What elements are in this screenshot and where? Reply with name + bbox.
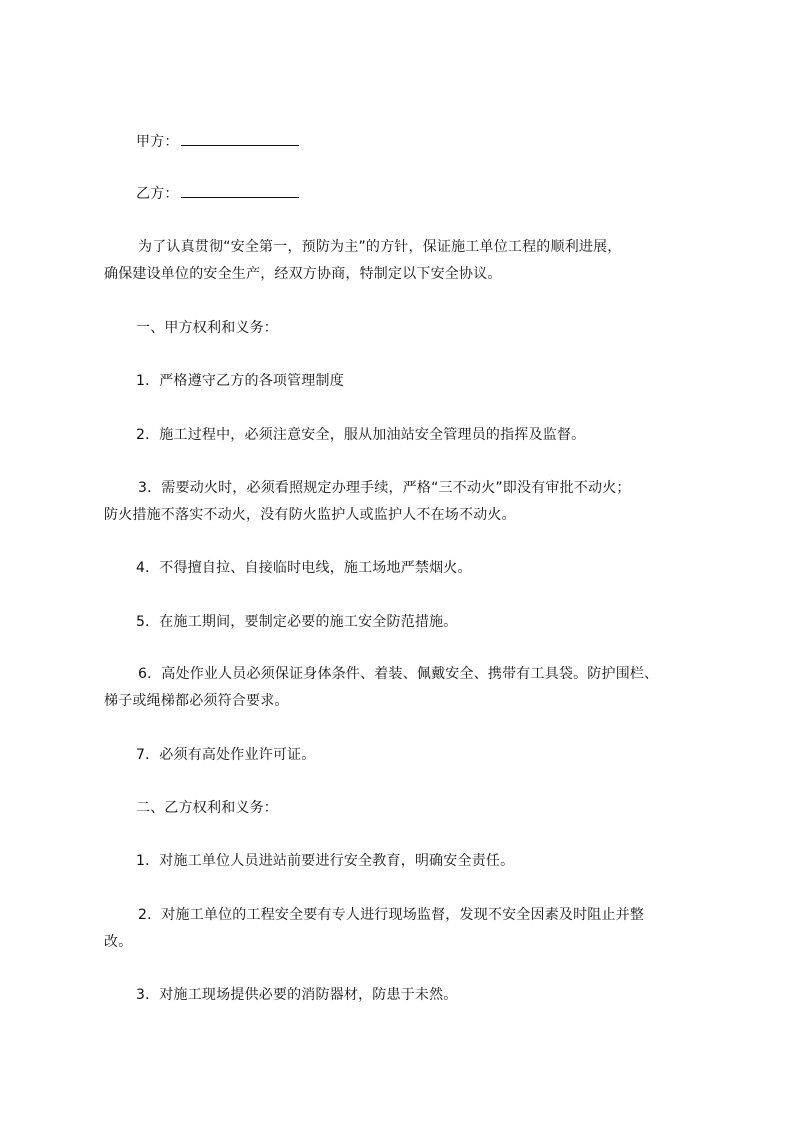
section-a-item-2: 2．施工过程中，必须注意安全，服从加油站安全管理员的指挥及监督。 [136,427,586,443]
section-b-item-1: 1．对施工单位人员进站前要进行安全教育，明确安全责任。 [136,853,515,869]
party-a-blank [181,131,299,146]
section-b-item-3: 3．对施工现场提供必要的消防器材，防患于未然。 [136,987,458,1003]
party-b-label: 乙方： [136,186,179,202]
section-a-item-3-line-1: 3．需要动火时，必须看照规定办理手续，严格“三不动火”即没有审批不动火； [138,480,631,496]
section-a-item-1: 1．严格遵守乙方的各项管理制度 [136,373,344,389]
section-b-heading: 二、乙方权利和义务： [136,800,278,816]
section-a-item-7: 7．必须有高处作业许可证。 [136,747,316,763]
section-a-item-6-line-1: 6．高处作业人员必须保证身体条件、着装、佩戴安全、携带有工具袋。防护围栏、 [138,666,659,682]
section-b-item-2-line-2: 改。 [104,934,133,950]
section-a-item-4: 4．不得擅自拉、自接临时电线，施工场地严禁烟火。 [136,560,472,576]
party-a-label: 甲方： [136,134,179,150]
section-a-item-3-line-2: 防火措施不落实不动火，没有防火监护人或监护人不在场不动火。 [104,507,516,523]
intro-line-2: 确保建设单位的安全生产，经双方协商，特制定以下安全协议。 [104,266,502,282]
section-a-item-6-line-2: 梯子或绳梯都必须符合要求。 [104,693,289,709]
intro-line-1: 为了认真贯彻“安全第一，预防为主”的方针，保证施工单位工程的顺利进展， [138,239,622,255]
party-a-line [136,131,299,152]
section-a-heading: 一、甲方权利和义务： [136,320,278,336]
section-a-item-5: 5．在施工期间，要制定必要的施工安全防范措施。 [136,614,458,630]
party-b-line [136,183,299,204]
section-b-item-2-line-1: 2．对施工单位的工程安全要有专人进行现场监督，发现不安全因素及时阻止并整 [138,907,645,923]
party-b-blank [181,183,299,198]
